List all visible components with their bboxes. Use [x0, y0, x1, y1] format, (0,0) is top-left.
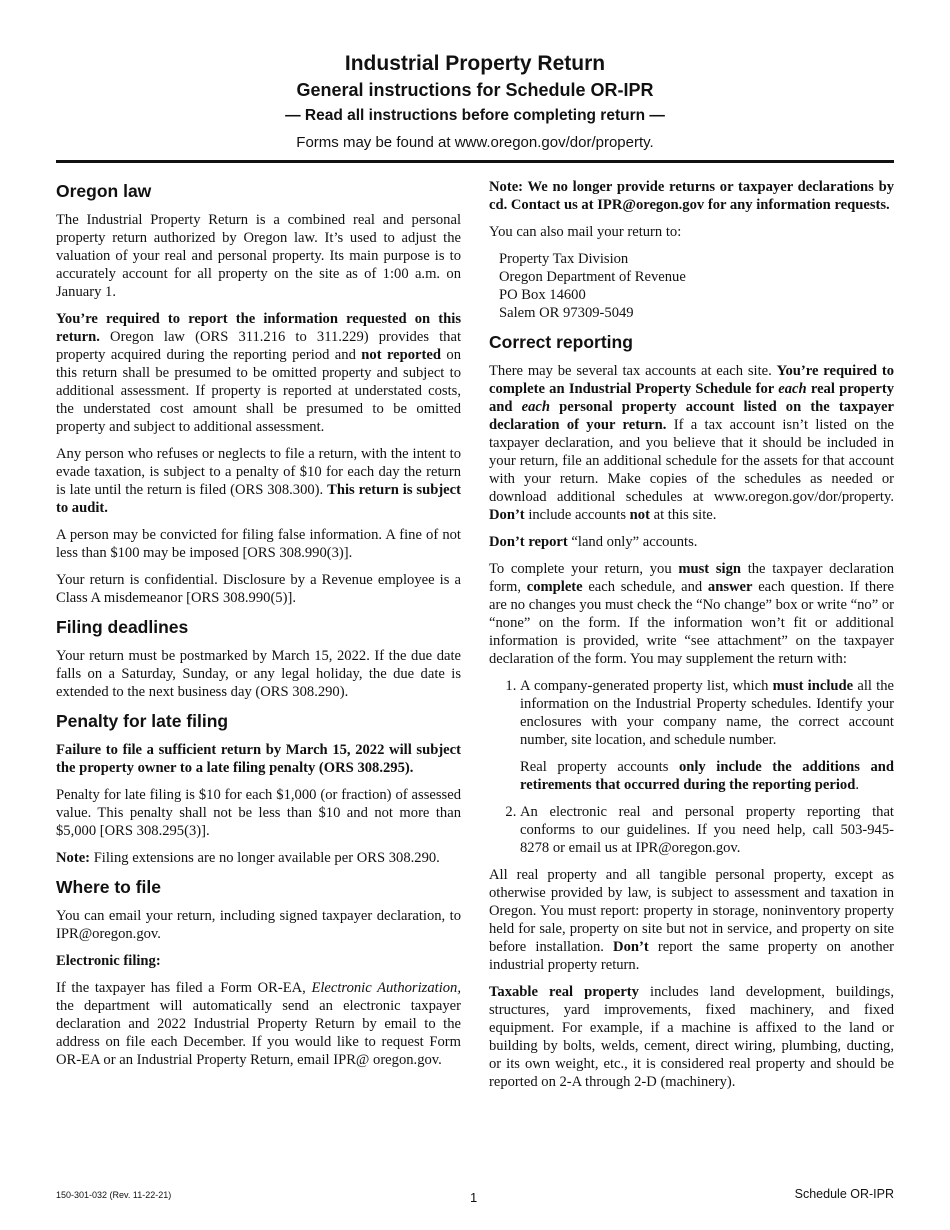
section-heading-where-to-file: Where to file [56, 877, 162, 897]
paragraph: There may be several tax accounts at each site. You’re required to complete an Industrial Property Schedule for each real property and each personal property account listed on the taxpayer declaration of your return. If a tax account isn’t listed on the taxpayer declaration, and you believe that it should be included in your return, file an additional schedule for the assets for that account with your return. Make copies of the schedules as needed or download additional schedules at www.oregon.gov/dor/property. Don’t include accounts not at this site. [489, 363, 894, 523]
paragraph: Taxable real property includes land development, buildings, structures, yard improvements, fixed machinery, and fixed equipment. For example, if a machine is affixed to the land or building by bolts, welds, cement, direct wiring, plumbing, ducting, or its own weight, etc., it is considered real property and should be reported on 2-A through 2-D (machinery). [489, 984, 894, 1090]
supplement-list [489, 677, 894, 857]
paragraph: Your return must be postmarked by March 15, 2022. If the due date falls on a Saturday, Sunday, or any legal holiday, the due date is extended to the next business day (ORS 308.290). [56, 648, 461, 700]
address-line: Salem OR 97309-5049 [499, 305, 634, 321]
paragraph: Don’t report “land only” accounts. [489, 534, 698, 550]
right-column [489, 178, 894, 1100]
paragraph: Penalty for late filing is $10 for each $1,000 (or fraction) of assessed value. This penalty shall not be less than $10 and not more than $5,000 [ORS 308.295(3)]. [56, 787, 461, 839]
section-heading-penalty: Penalty for late filing [56, 711, 229, 731]
forms-location: Forms may be found at www.oregon.gov/dor/property. [296, 134, 654, 151]
paragraph: Any person who refuses or neglects to file a return, with the intent to evade taxation, is subject to a penalty of $10 for each day the return is late until the return is filed (ORS 308.300). This return is subject to audit. [56, 446, 461, 516]
section-heading-filing-deadlines: Filing deadlines [56, 617, 189, 637]
section-heading-oregon-law: Oregon law [56, 181, 152, 201]
address-line: PO Box 14600 [499, 287, 586, 303]
paragraph: You can email your return, including signed taxpayer declaration, to IPR@oregon.gov. [56, 908, 461, 942]
address-line: Oregon Department of Revenue [499, 269, 686, 285]
paragraph: The Industrial Property Return is a combined real and personal property return authorized by Oregon law. It’s used to adjust the valuation of your real and personal property. Its main purpose is to accurately account for all property on the site as of 1:00 a.m. on January 1. [56, 212, 461, 300]
paragraph: All real property and all tangible personal property, except as otherwise provided by law, is subject to assessment and taxation in Oregon. You must report: property in storage, noninventory property held for sale, property on site but not in service, and property on site before installation. Don’t report the same property on another industrial property return. [489, 867, 894, 973]
paragraph: You’re required to report the information requested on this return. Oregon law (ORS 311.216 to 311.229) provides that property acquired during the reporting period and not reported on this return shall be presumed to be omitted property and subject to additional assessment. If property is reported at understated costs, the understated cost amount shall be presumed to be omitted property and subject to additional assessment. [56, 311, 461, 435]
mailing-address [499, 250, 894, 322]
read-instructions-notice: — Read all instructions before completing return — [285, 107, 665, 124]
header-divider [56, 160, 894, 163]
page-number: 1 [470, 1190, 478, 1205]
form-number: 150-301-032 (Rev. 11-22-21) [56, 1190, 172, 1200]
left-column [56, 178, 461, 1078]
page-title: Industrial Property Return [344, 52, 606, 75]
address-line: Property Tax Division [499, 251, 629, 267]
page-subtitle: General instructions for Schedule OR-IPR [296, 80, 654, 100]
subheading-electronic-filing: Electronic filing: [56, 953, 161, 969]
paragraph: To complete your return, you must sign the taxpayer declaration form, complete each schedule, and answer each question. If there are no changes you must check the “No change” box or write “no” or “none” on the form. If the information won’t fit or additional information is provided, write “see attachment” on the taxpayer declaration of the form. You may supplement the return with: [489, 561, 894, 667]
paragraph: Failure to file a sufficient return by March 15, 2022 will subject the property owner to a late filing penalty (ORS 308.295). [56, 742, 461, 776]
paragraph: A person may be convicted for filing false information. A fine of not less than $100 may be imposed [ORS 308.990(3)]. [56, 527, 461, 561]
paragraph: If the taxpayer has filed a Form OR-EA, Electronic Authorization, the department will automatically send an electronic taxpayer declaration and 2022 Industrial Property Return by email to the address on file each December. If you would like to request Form OR-EA or an Industrial Property Return, email IPR@ oregon.gov. [56, 980, 461, 1068]
paragraph: Your return is confidential. Disclosure by a Revenue employee is a Class A misdemeanor [ORS 308.990(5)]. [56, 572, 461, 606]
paragraph: Note: Filing extensions are no longer available per ORS 308.290. [56, 850, 440, 866]
list-item: 2. An electronic real and personal property reporting that conforms to our guidelines. If you need help, call 503-945-8278 or email us at IPR@oregon.gov. [520, 803, 894, 857]
schedule-label: Schedule OR-IPR [794, 1187, 894, 1201]
paragraph: You can also mail your return to: [489, 224, 682, 240]
section-heading-correct-reporting: Correct reporting [489, 332, 633, 352]
list-item: 1. A company-generated property list, which must include all the information on the Industrial Property schedules. Identify your enclosures with your company name, the correct account number, site location, and schedule number. Real property accounts only include the additions and retirements that occurred during the reporting period. [520, 677, 894, 794]
note-paragraph: Note: We no longer provide returns or taxpayer declarations by cd. Contact us at IPR@oregon.gov for any information requests. [489, 179, 894, 213]
